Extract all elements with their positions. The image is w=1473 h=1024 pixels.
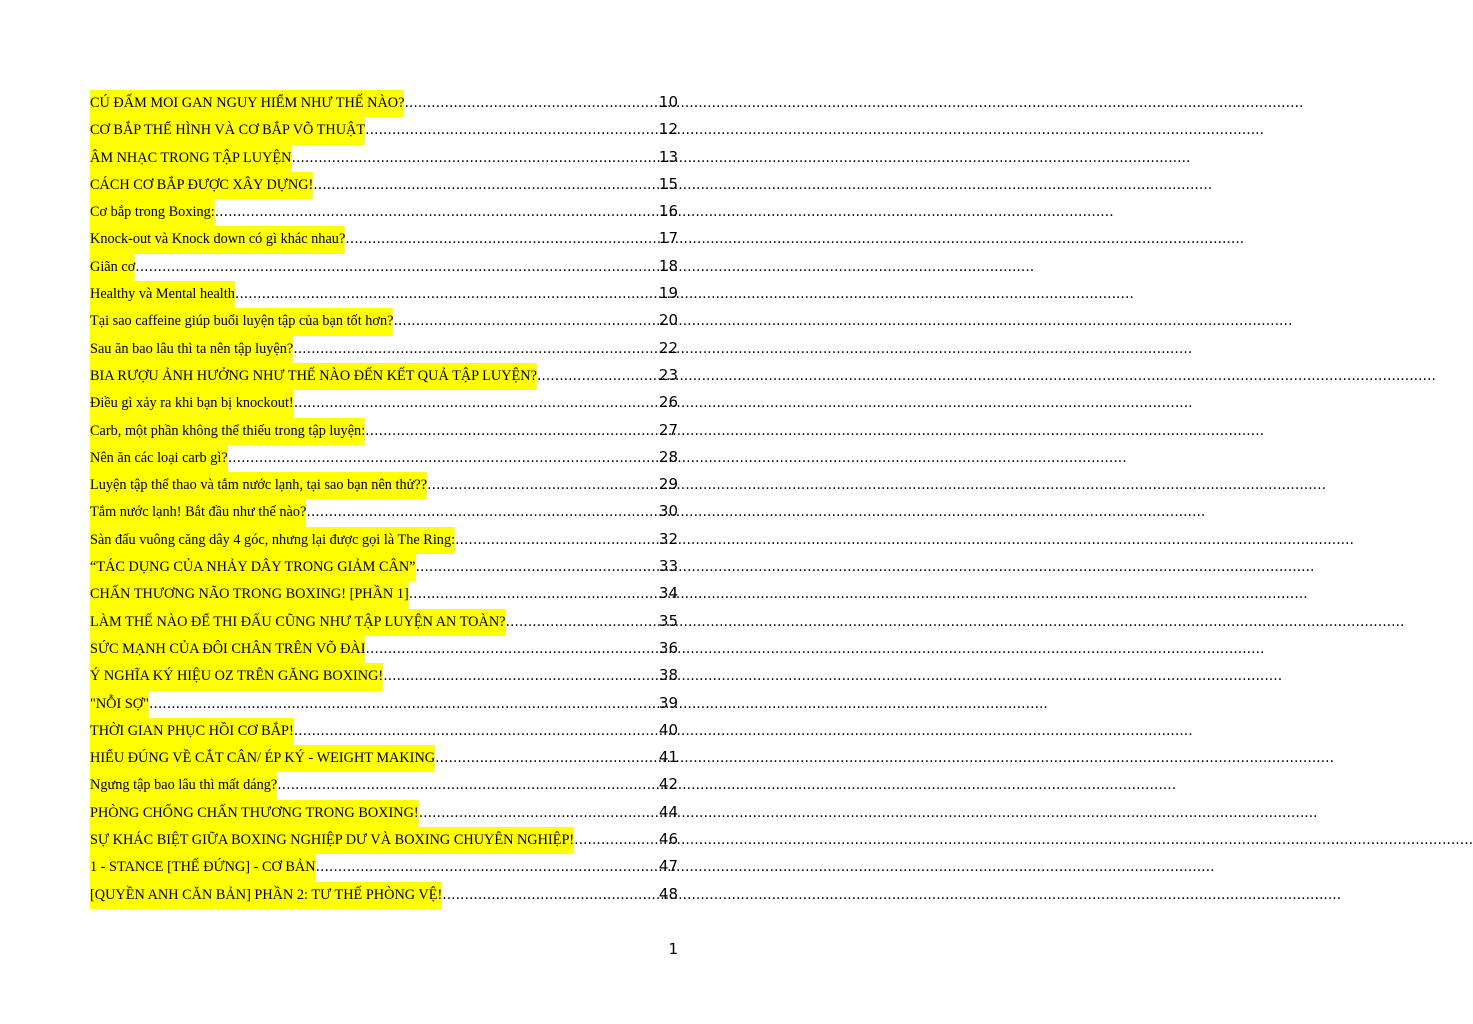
toc-entry-page-number: 32 [658,529,678,548]
toc-entry[interactable] [90,635,678,662]
toc-entry-title[interactable]: CÁCH CƠ BẮP ĐƯỢC XÂY DỰNG! [90,172,313,199]
toc-entry-title[interactable]: Giãn cơ [90,254,135,281]
toc-entry-page-number: 18 [658,256,678,275]
toc-entry[interactable] [90,198,678,225]
toc-entry[interactable] [90,417,678,444]
toc-entry-title[interactable]: SỰ KHÁC BIỆT GIỮA BOXING NGHIỆP DƯ VÀ BOXING CHUYÊN NGHIỆP! [90,827,574,854]
toc-entry-page-number: 19 [658,284,678,303]
toc-entry-page-number: 42 [658,775,678,794]
toc-dot-leader [306,499,659,526]
toc-entry[interactable] [90,471,678,498]
toc-dot-leader [235,281,659,308]
toc-entry-title[interactable]: Tại sao caffeine giúp buổi luyện tập của bạn tốt hơn? [90,308,393,335]
toc-entry[interactable] [90,89,678,116]
toc-entry[interactable] [90,553,678,580]
toc-dot-leader [277,772,659,799]
toc-entry-page-number: 29 [658,475,678,494]
toc-entry-title[interactable]: "NỖI SỢ" [90,691,149,718]
toc-entry-title[interactable]: Ý NGHĨA KÝ HIỆU OZ TRÊN GĂNG BOXING! [90,663,383,690]
toc-entry-page-number: 30 [658,502,678,521]
toc-entry[interactable] [90,225,678,252]
toc-entry-page-number: 27 [658,420,678,439]
toc-entry[interactable] [90,608,678,635]
toc-entry[interactable] [90,144,678,171]
toc-entry[interactable] [90,580,678,607]
toc-entry[interactable] [90,116,678,143]
toc-entry-title[interactable]: “TÁC DỤNG CỦA NHẢY DÂY TRONG GIẢM CÂN” [90,554,416,581]
toc-entry[interactable] [90,717,678,744]
toc-entry-title[interactable]: SỨC MẠNH CỦA ĐÔI CHÂN TRÊN VÕ ĐÀI [90,636,365,663]
table-of-contents [90,89,678,908]
toc-dot-leader [149,691,659,718]
toc-entry-title[interactable]: CƠ BẮP THỂ HÌNH VÀ CƠ BẮP VÕ THUẬT [90,117,365,144]
toc-entry-title[interactable]: Sau ăn bao lâu thì ta nên tập luyện? [90,336,293,363]
toc-dot-leader [365,117,659,144]
toc-entry-page-number: 36 [658,638,678,657]
toc-entry[interactable] [90,853,678,880]
toc-entry-page-number: 15 [658,174,678,193]
toc-entry-page-number: 44 [658,802,678,821]
toc-dot-leader [435,745,659,772]
toc-dot-leader [293,336,659,363]
toc-entry-page-number: 20 [658,311,678,330]
toc-entry[interactable] [90,335,678,362]
toc-dot-leader [537,363,659,390]
toc-dot-leader [442,882,659,909]
toc-dot-leader [419,800,659,827]
toc-entry-title[interactable]: CHẤN THƯƠNG NÃO TRONG BOXING! [PHẦN 1] [90,581,409,608]
toc-entry[interactable] [90,662,678,689]
toc-entry-title[interactable]: Carb, một phần không thể thiếu trong tập luyện: [90,418,365,445]
toc-entry-page-number: 34 [658,584,678,603]
toc-dot-leader [215,199,659,226]
toc-entry-title[interactable]: PHÒNG CHỐNG CHẤN THƯƠNG TRONG BOXING! [90,800,419,827]
toc-entry-title[interactable]: Healthy và Mental health [90,281,235,308]
toc-entry[interactable] [90,307,678,334]
toc-entry-title[interactable]: [QUYỀN ANH CĂN BẢN] PHẦN 2: TƯ THẾ PHÒNG VỆ! [90,882,442,909]
toc-entry[interactable] [90,389,678,416]
toc-entry-title[interactable]: BIA RƯỢU ẢNH HƯỞNG NHƯ THẾ NÀO ĐẾN KẾT QUẢ TẬP LUYỆN? [90,363,537,390]
toc-dot-leader [574,827,659,854]
toc-dot-leader [313,172,659,199]
toc-entry-title[interactable]: Điều gì xảy ra khi bạn bị knockout! [90,390,294,417]
toc-dot-leader [345,226,659,253]
toc-dot-leader [292,145,659,172]
toc-entry[interactable] [90,690,678,717]
toc-entry[interactable] [90,280,678,307]
toc-entry-page-number: 28 [658,447,678,466]
toc-entry-page-number: 47 [658,857,678,876]
toc-entry[interactable] [90,253,678,280]
toc-entry-page-number: 23 [658,365,678,384]
toc-entry-page-number: 40 [658,720,678,739]
toc-entry-title[interactable]: CÚ ĐẤM MOI GAN NGUY HIỂM NHƯ THẾ NÀO? [90,90,404,117]
toc-entry-title[interactable]: Sàn đấu vuông căng dây 4 góc, nhưng lại được gọi là The Ring: [90,527,455,554]
toc-entry-page-number: 22 [658,338,678,357]
toc-entry-page-number: 35 [658,611,678,630]
toc-entry-page-number: 39 [658,693,678,712]
toc-entry-page-number: 26 [658,393,678,412]
toc-dot-leader [316,854,659,881]
toc-dot-leader [506,609,659,636]
toc-dot-leader [365,636,658,663]
toc-dot-leader [404,90,658,117]
toc-entry-page-number: 48 [658,884,678,903]
toc-entry-page-number: 33 [658,557,678,576]
toc-entry-page-number: 17 [658,229,678,248]
toc-entry-title[interactable]: Luyện tập thể thao và tắm nước lạnh, tại sao bạn nên thử?? [90,472,427,499]
toc-entry-title[interactable]: 1 - STANCE [THẾ ĐỨNG] - CƠ BẢN [90,854,316,881]
toc-dot-leader [365,418,659,445]
toc-dot-leader [228,445,659,472]
toc-dot-leader [393,308,658,335]
toc-entry-title[interactable]: LÀM THẾ NÀO ĐỂ THI ĐẤU CŨNG NHƯ TẬP LUYỆN AN TOÀN? [90,609,506,636]
toc-entry[interactable] [90,826,678,853]
toc-dot-leader [427,472,659,499]
toc-entry-title[interactable]: Cơ bắp trong Boxing: [90,199,215,226]
toc-entry-page-number: 10 [658,93,678,111]
toc-entry-page-number: 38 [658,666,678,685]
toc-entry-page-number: 12 [658,120,678,139]
toc-dot-leader [135,254,659,281]
toc-dot-leader [455,527,659,554]
toc-dot-leader [416,554,659,581]
toc-entry[interactable] [90,444,678,471]
toc-entry[interactable] [90,171,678,198]
toc-entry-title[interactable]: Ngưng tập bao lâu thì mất dáng? [90,772,277,799]
toc-dot-leader [294,718,659,745]
toc-entry-title[interactable]: HIỂU ĐÚNG VỀ CẮT CÂN/ ÉP KÝ - WEIGHT MAKING [90,745,435,772]
toc-dot-leader [383,663,659,690]
toc-entry[interactable] [90,881,678,908]
toc-entry-title[interactable]: ÂM NHẠC TRONG TẬP LUYỆN [90,145,292,172]
toc-entry[interactable] [90,362,678,389]
page-number: 1 [668,940,678,958]
toc-entry-title[interactable]: Knock-out và Knock down có gì khác nhau? [90,226,345,253]
toc-entry-title[interactable]: Nên ăn các loại carb gì? [90,445,228,472]
toc-dot-leader [294,390,659,417]
toc-entry[interactable] [90,771,678,798]
toc-entry-page-number: 13 [658,147,678,166]
toc-entry-page-number: 41 [658,748,678,767]
toc-entry-page-number: 46 [658,830,678,849]
toc-entry-title[interactable]: THỜI GIAN PHỤC HỒI CƠ BẮP! [90,718,294,745]
toc-entry[interactable] [90,744,678,771]
toc-entry-title[interactable]: Tắm nước lạnh! Bắt đầu như thế nào? [90,499,306,526]
toc-entry[interactable] [90,526,678,553]
toc-entry[interactable] [90,498,678,525]
toc-entry[interactable] [90,799,678,826]
toc-dot-leader [409,581,659,608]
toc-entry-page-number: 16 [658,202,678,221]
